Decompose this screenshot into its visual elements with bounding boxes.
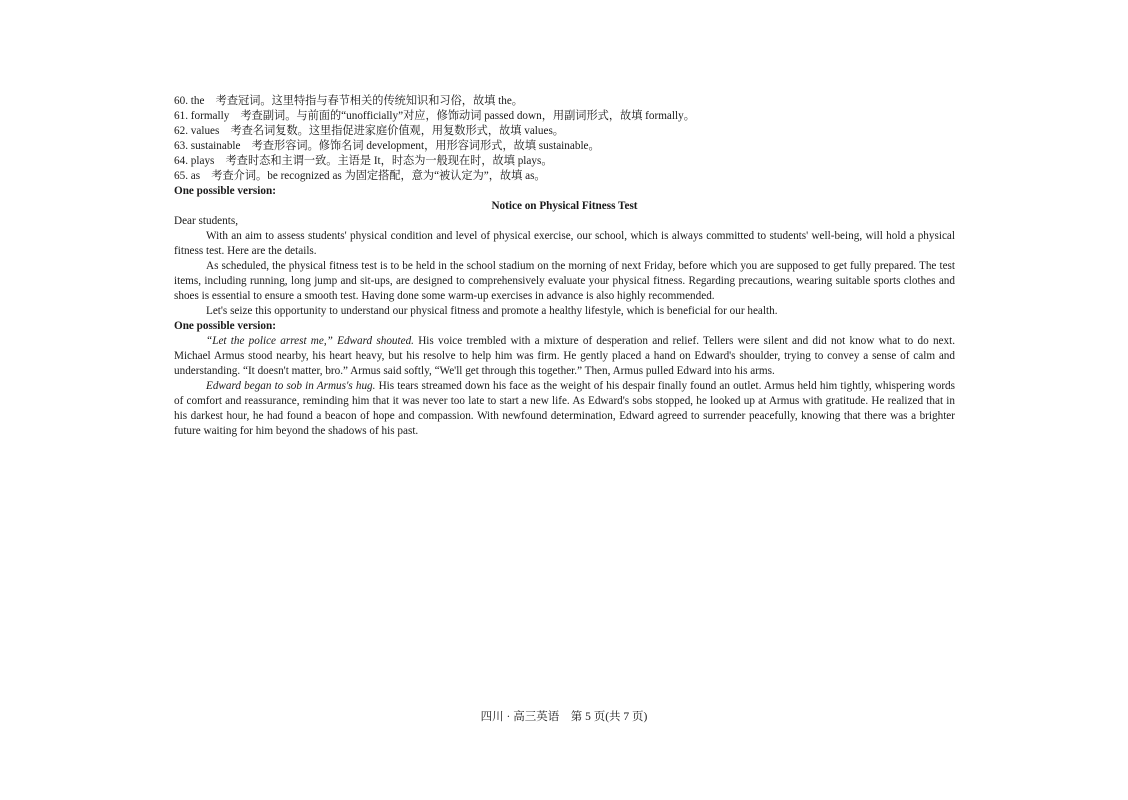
story-opening-sentence: Edward began to sob in Armus's hug. — [206, 380, 376, 392]
notice-title: Notice on Physical Fitness Test — [491, 200, 638, 212]
answer-64: 64. plays 考查时态和主谓一致。主语是 It，时态为一般现在时，故填 plays。 — [174, 155, 553, 167]
story-paragraph-1-text: His voice trembled with a mixture of desperation and relief. Tellers were silent and did not know what to do next. Michael Armus stood nearby, his heart heavy, but his resolve to help him was firm. He gently placed a hand on Edward's shoulder, trying to convey a sense of calm and understanding. “It doesn't matter, bro.” Armus said softly, “We'll get through this together.” Then, Armus pulled Edward into his arms. — [174, 335, 956, 377]
story-paragraph-1 — [174, 334, 955, 379]
writing2-heading: One possible version: — [174, 320, 276, 332]
writing1-heading: One possible version: — [174, 185, 276, 197]
answer-63: 63. sustainable 考查形容词。修饰名词 development，用形容词形式，故填 sustainable。 — [174, 140, 600, 152]
story-paragraph-2 — [174, 379, 955, 439]
story-quote: “Let the police arrest me,” — [206, 335, 333, 347]
notice-paragraph-1: With an aim to assess students' physical condition and level of physical exercise, our school, which is always committed to students' well-being, will hold a physical fitness test. Here are the details. — [174, 230, 955, 257]
notice-paragraph-3: Let's seize this opportunity to understand our physical fitness and promote a healthy lifestyle, which is beneficial for our health. — [206, 305, 778, 317]
answer-page — [174, 94, 955, 439]
salutation: Dear students, — [174, 215, 239, 227]
story-quote-tag: Edward shouted. — [332, 335, 414, 347]
story-paragraph-2-text: His tears streamed down his face as the weight of his despair finally found an outlet. Armus held him tightly, whispering words of comfort and reassurance, reminding him that it was never too late to start a new life. As Edward's sobs stopped, he looked up at Armus with gratitude. He realized that in his darkest hour, he had found a beacon of hope and compassion. With newfound determination, Edward agreed to surrender peacefully, knowing that there was a brighter future waiting for him beyond the shadows of his past. — [174, 380, 956, 437]
page-footer: 四川 · 高三英语 第 5 页(共 7 页) — [480, 711, 648, 723]
answer-62: 62. values 考查名词复数。这里指促进家庭价值观，用复数形式，故填 values。 — [174, 125, 564, 137]
answer-61: 61. formally 考查副词。与前面的“unofficially”对应，修饰动词 passed down，用副词形式，故填 formally。 — [174, 110, 695, 122]
answer-60: 60. the 考查冠词。这里特指与春节相关的传统知识和习俗，故填 the。 — [174, 95, 523, 107]
notice-paragraph-2: As scheduled, the physical fitness test is to be held in the school stadium on the morning of next Friday, before which you are supposed to get fully prepared. The test items, including running, long jump and sit-ups, are designed to comprehensively evaluate your physical fitness. Regarding precautions, wearing suitable sports clothes and shoes is essential to ensure a smooth test. Having done some warm-up exercises in advance is also highly recommended. — [174, 260, 955, 302]
answer-65: 65. as 考查介词。be recognized as 为固定搭配，意为“被认定为”，故填 as。 — [174, 170, 546, 182]
